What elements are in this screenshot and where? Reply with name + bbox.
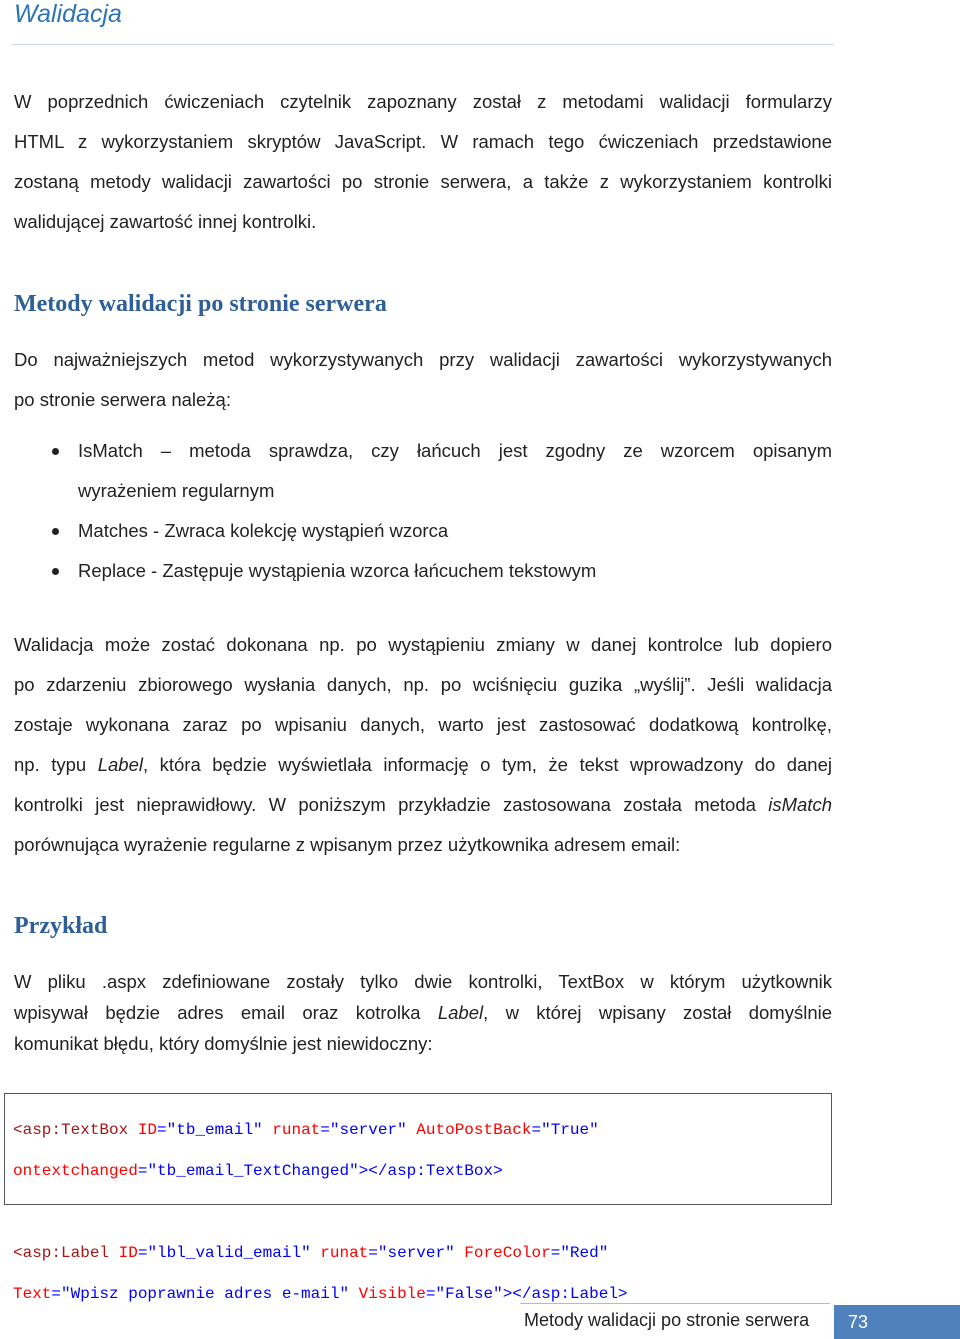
code-value: "server" — [329, 1120, 407, 1139]
footer-divider — [520, 1303, 830, 1304]
code-attr: AutoPostBack — [406, 1120, 532, 1139]
page-title: Walidacja — [14, 0, 122, 28]
list-item — [14, 551, 832, 591]
code-tag: ></asp:Label> — [502, 1284, 628, 1303]
body-line: zostaje wykonana zaraz po wpisaniu danych, warto jest zastosować dodatkową kontrolkę, — [14, 714, 832, 735]
body-text: , w której wpisany został domyślnie — [483, 1002, 833, 1023]
code-value: "False" — [435, 1284, 503, 1303]
section1-intro — [14, 340, 832, 420]
body-emphasis: Label — [97, 754, 143, 775]
code-eq: = — [157, 1120, 167, 1139]
section1-intro-line: po stronie serwera należą: — [14, 389, 231, 410]
body-line: W pliku .aspx zdefiniowane zostały tylko dwie kontrolki, TextBox w którym użytkownik — [14, 971, 832, 992]
section-heading-example: Przykład — [14, 913, 108, 939]
code-value: "tb_email" — [166, 1120, 263, 1139]
code-line — [13, 1243, 823, 1264]
code-attr: ID — [128, 1120, 158, 1139]
intro-line: W poprzednich ćwiczeniach czytelnik zapoznany został z metodami walidacji formularzy — [14, 91, 832, 112]
body-text: kontrolki jest nieprawidłowy. W poniższym przykładzie zastosowana została metoda — [14, 794, 769, 815]
footer-section-title: Metody walidacji po stronie serwera — [524, 1310, 810, 1330]
body-text: , która będzie wyświetlała informację o tym, że tekst wprowadzony do danej — [142, 754, 832, 775]
code-block — [4, 1093, 832, 1303]
list-item-text: Matches - Zwraca kolekcję wystąpień wzorca — [78, 520, 449, 541]
code-tag: <asp:Label — [13, 1243, 110, 1262]
bullet-icon — [52, 448, 59, 455]
body-text: np. typu — [14, 754, 98, 775]
list-item — [14, 431, 832, 511]
code-tag: ></asp:TextBox> — [358, 1161, 503, 1180]
intro-paragraph — [14, 82, 832, 242]
section2-body — [14, 966, 832, 1059]
body-text: wpisywał będzie adres email oraz kotrolka — [14, 1002, 438, 1023]
bullet-icon — [52, 568, 59, 575]
intro-line: zostaną metody walidacji zawartości po stronie serwera, a także z wykorzystaniem kontrolki — [14, 171, 832, 192]
body-emphasis: Label — [437, 1002, 484, 1023]
code-attr: runat — [310, 1243, 369, 1262]
code-attr: ID — [109, 1243, 138, 1262]
code-value: "lbl_valid_email" — [147, 1243, 311, 1262]
intro-line: HTML z wykorzystaniem skryptów JavaScript. W ramach tego ćwiczeniach przedstawione — [14, 131, 832, 152]
code-attr: ontextchanged — [13, 1161, 138, 1180]
page-number: 73 — [834, 1305, 960, 1339]
title-divider — [12, 44, 834, 45]
code-attr: runat — [262, 1120, 321, 1139]
code-attr: Text — [13, 1284, 52, 1303]
body-line — [14, 745, 832, 785]
code-tag: <asp:TextBox — [13, 1120, 129, 1139]
body-line — [14, 997, 832, 1028]
code-value: "Wpisz poprawnie adres e-mail" — [61, 1284, 350, 1303]
code-attr: Visible — [349, 1284, 426, 1303]
code-value: "True" — [541, 1120, 599, 1139]
code-line — [13, 1120, 823, 1141]
body-line — [14, 785, 832, 825]
code-line — [13, 1161, 823, 1182]
methods-list — [14, 431, 832, 591]
section-heading-server-validation: Metody walidacji po stronie serwera — [14, 291, 387, 317]
code-value: "tb_email_TextChanged" — [147, 1161, 359, 1180]
list-item-text: Replace - Zastępuje wystąpienia wzorca łańcuchem tekstowym — [78, 560, 597, 581]
section1-intro-line: Do najważniejszych metod wykorzystywanych przy walidacji zawartości wykorzystywanych — [14, 349, 832, 370]
code-eq: = — [425, 1284, 436, 1303]
section1-body — [14, 625, 832, 865]
body-line: Walidacja może zostać dokonana np. po wystąpieniu zmiany w danej kontrolce lub dopiero — [14, 634, 832, 655]
list-item — [14, 511, 832, 551]
code-eq: = — [51, 1284, 62, 1303]
code-eq: = — [368, 1243, 378, 1262]
code-eq: = — [320, 1120, 330, 1139]
code-value: "Red" — [560, 1243, 609, 1262]
bullet-icon — [52, 528, 59, 535]
list-item-text: wyrażeniem regularnym — [78, 480, 275, 501]
list-item-text: IsMatch – metoda sprawdza, czy łańcuch jest zgodny ze wzorcem opisanym — [78, 440, 832, 461]
intro-line: walidującej zawartość innej kontrolki. — [14, 211, 317, 232]
code-blank-line — [13, 1202, 823, 1223]
body-line: komunikat błędu, który domyślnie jest niewidoczny: — [14, 1033, 433, 1054]
code-eq: = — [531, 1120, 542, 1139]
body-line: porównująca wyrażenie regularne z wpisanym przez użytkownika adresem email: — [14, 834, 681, 855]
code-eq: = — [137, 1243, 148, 1262]
body-line: po zdarzeniu zbiorowego wysłania danych, np. po wciśnięciu guzika „wyślij”. Jeśli walidacja — [14, 674, 832, 695]
code-attr: ForeColor — [454, 1243, 551, 1262]
code-eq: = — [550, 1243, 561, 1262]
code-eq: = — [137, 1161, 148, 1180]
code-line — [13, 1284, 823, 1305]
code-value: "server" — [377, 1243, 455, 1262]
body-emphasis: isMatch — [768, 794, 832, 815]
